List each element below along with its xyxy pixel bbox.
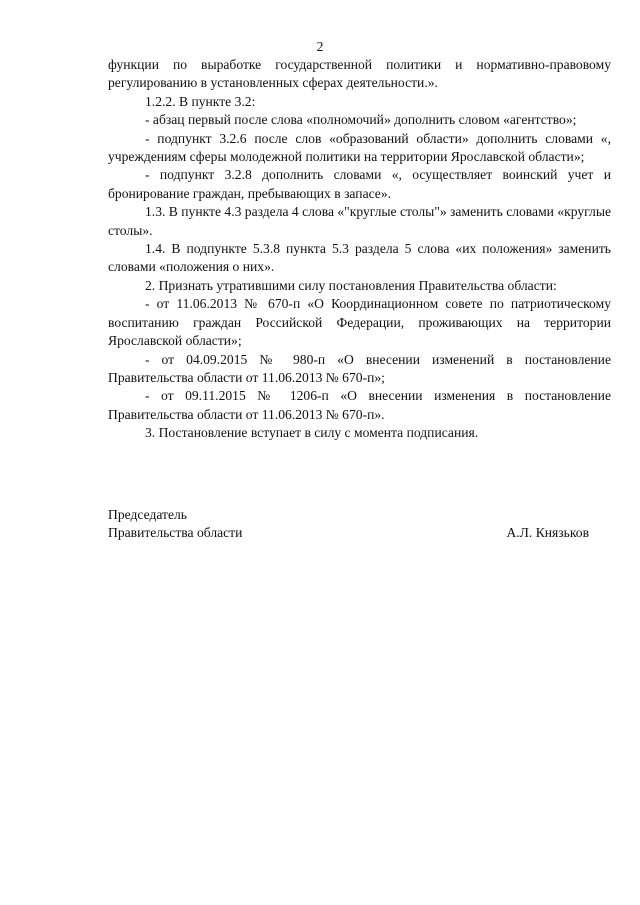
paragraph: 1.4. В подпункте 5.3.8 пункта 5.3 раздела 5 слова «их положения» заменить словами «положения о них».: [108, 241, 611, 275]
paragraph: - от 04.09.2015 № 980-п «О внесении изменений в постановление Правительства области от 11.06.2013 № 670-п»;: [108, 351, 611, 385]
paragraph: - подпункт 3.2.8 дополнить словами «, осуществляет воинский учет и бронирование граждан, пребывающих в запасе».: [108, 167, 611, 201]
signature-title-line-1: Председатель: [108, 507, 187, 522]
page-number: 2: [316, 39, 324, 54]
paragraph: - подпункт 3.2.6 после слов «образований области» дополнить словами «, учреждениям сферы молодежной политики на территории Ярославской области»;: [108, 130, 611, 165]
paragraph: - от 09.11.2015 № 1206-п «О внесении изменения в постановление Правительства области от 11.06.2013 № 670-п».: [108, 388, 611, 422]
signature-block: [108, 506, 611, 543]
paragraph: функции по выработке государственной политики и нормативно-правовому регулированию в установленных сферах деятельности.».: [108, 57, 611, 91]
signatory-name: А.Л. Князьков: [506, 525, 589, 541]
paragraph: - от 11.06.2013 № 670-п «О Координационном совете по патриотическому воспитанию граждан Российской Федерации, проживающих на территории Ярославской области»;: [108, 296, 611, 349]
paragraph: 1.3. В пункте 4.3 раздела 4 слова «"круглые столы"» заменить словами «круглые столы».: [108, 204, 612, 238]
signature-title-line-2: Правительства области: [108, 525, 243, 541]
paragraph: 2. Признать утратившими силу постановления Правительства области:: [145, 277, 557, 293]
signature-title-line-2-row: [108, 524, 611, 542]
paragraph: 1.2.2. В пункте 3.2:: [145, 93, 256, 109]
document-body: [108, 56, 611, 443]
paragraph: - абзац первый после слова «полномочий» дополнить словом «агентство»;: [145, 112, 577, 128]
paragraph: 3. Постановление вступает в силу с момента подписания.: [145, 425, 479, 441]
